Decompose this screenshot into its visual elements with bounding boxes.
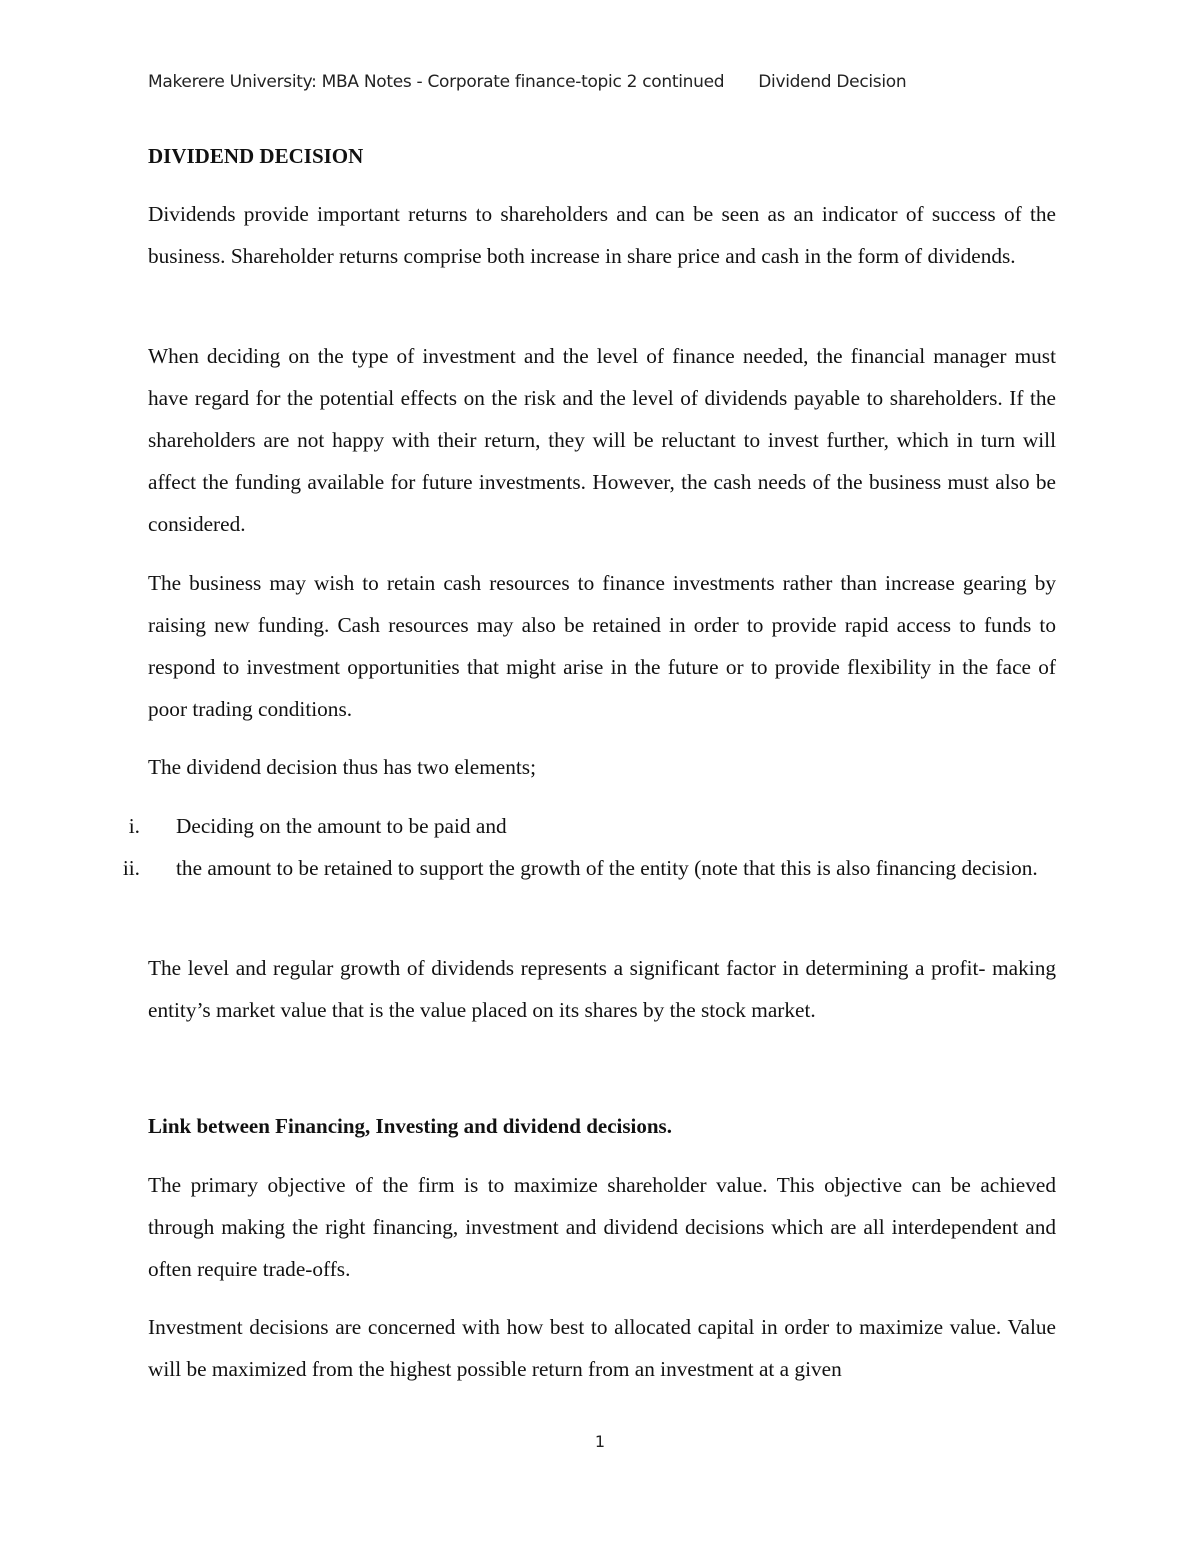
list-marker: ii. — [122, 856, 140, 880]
paragraph-4: The dividend decision thus has two elements; — [148, 755, 537, 779]
section-heading-dividend-decision: DIVIDEND DECISION — [148, 144, 364, 168]
header-left-text: Makerere University: MBA Notes - Corporate finance-topic 2 continued — [148, 72, 725, 92]
paragraph-2: When deciding on the type of investment and the level of finance needed, the financial manager must have regard for the potential effects on the risk and the level of dividends payable to shareholders. If the shareholders are not happy with their return, they will be reluctant to invest further, which in turn will affect the funding available for future investments. However, the cash needs of the business must also be considered. — [148, 344, 1056, 536]
list-item — [100, 805, 1056, 847]
header-right-text: Dividend Decision — [758, 72, 907, 92]
elements-list — [100, 805, 1056, 889]
page-header — [148, 72, 906, 92]
paragraph-1: Dividends provide important returns to shareholders and can be seen as an indicator of success of the business. Shareholder returns comprise both increase in share price and cash in the form of dividends. — [148, 202, 1056, 268]
section-heading-link: Link between Financing, Investing and dividend decisions. — [148, 1114, 672, 1138]
section2-paragraph-1: The primary objective of the firm is to maximize shareholder value. This objective can be achieved through making the right financing, investment and dividend decisions which are all interdependent and often require trade-offs. — [148, 1173, 1056, 1281]
list-item — [100, 847, 1056, 889]
list-item-text: the amount to be retained to support the growth of the entity (note that this is also financing decision. — [176, 856, 1038, 880]
list-item-text: Deciding on the amount to be paid and — [176, 814, 507, 838]
page-number: 1 — [594, 1432, 606, 1451]
paragraph-after-list: The level and regular growth of dividends represents a significant factor in determining a profit- making entity’s market value that is the value placed on its shares by the stock market. — [148, 956, 1056, 1022]
list-marker: i. — [128, 814, 140, 838]
section2-paragraph-2: Investment decisions are concerned with how best to allocated capital in order to maximize value. Value will be maximized from the highest possible return from an investment at a given — [148, 1315, 1056, 1381]
paragraph-3: The business may wish to retain cash resources to finance investments rather than increase gearing by raising new funding. Cash resources may also be retained in order to provide rapid access to funds to respond to investment opportunities that might arise in the future or to provide flexibility in the face of poor trading conditions. — [148, 571, 1056, 721]
